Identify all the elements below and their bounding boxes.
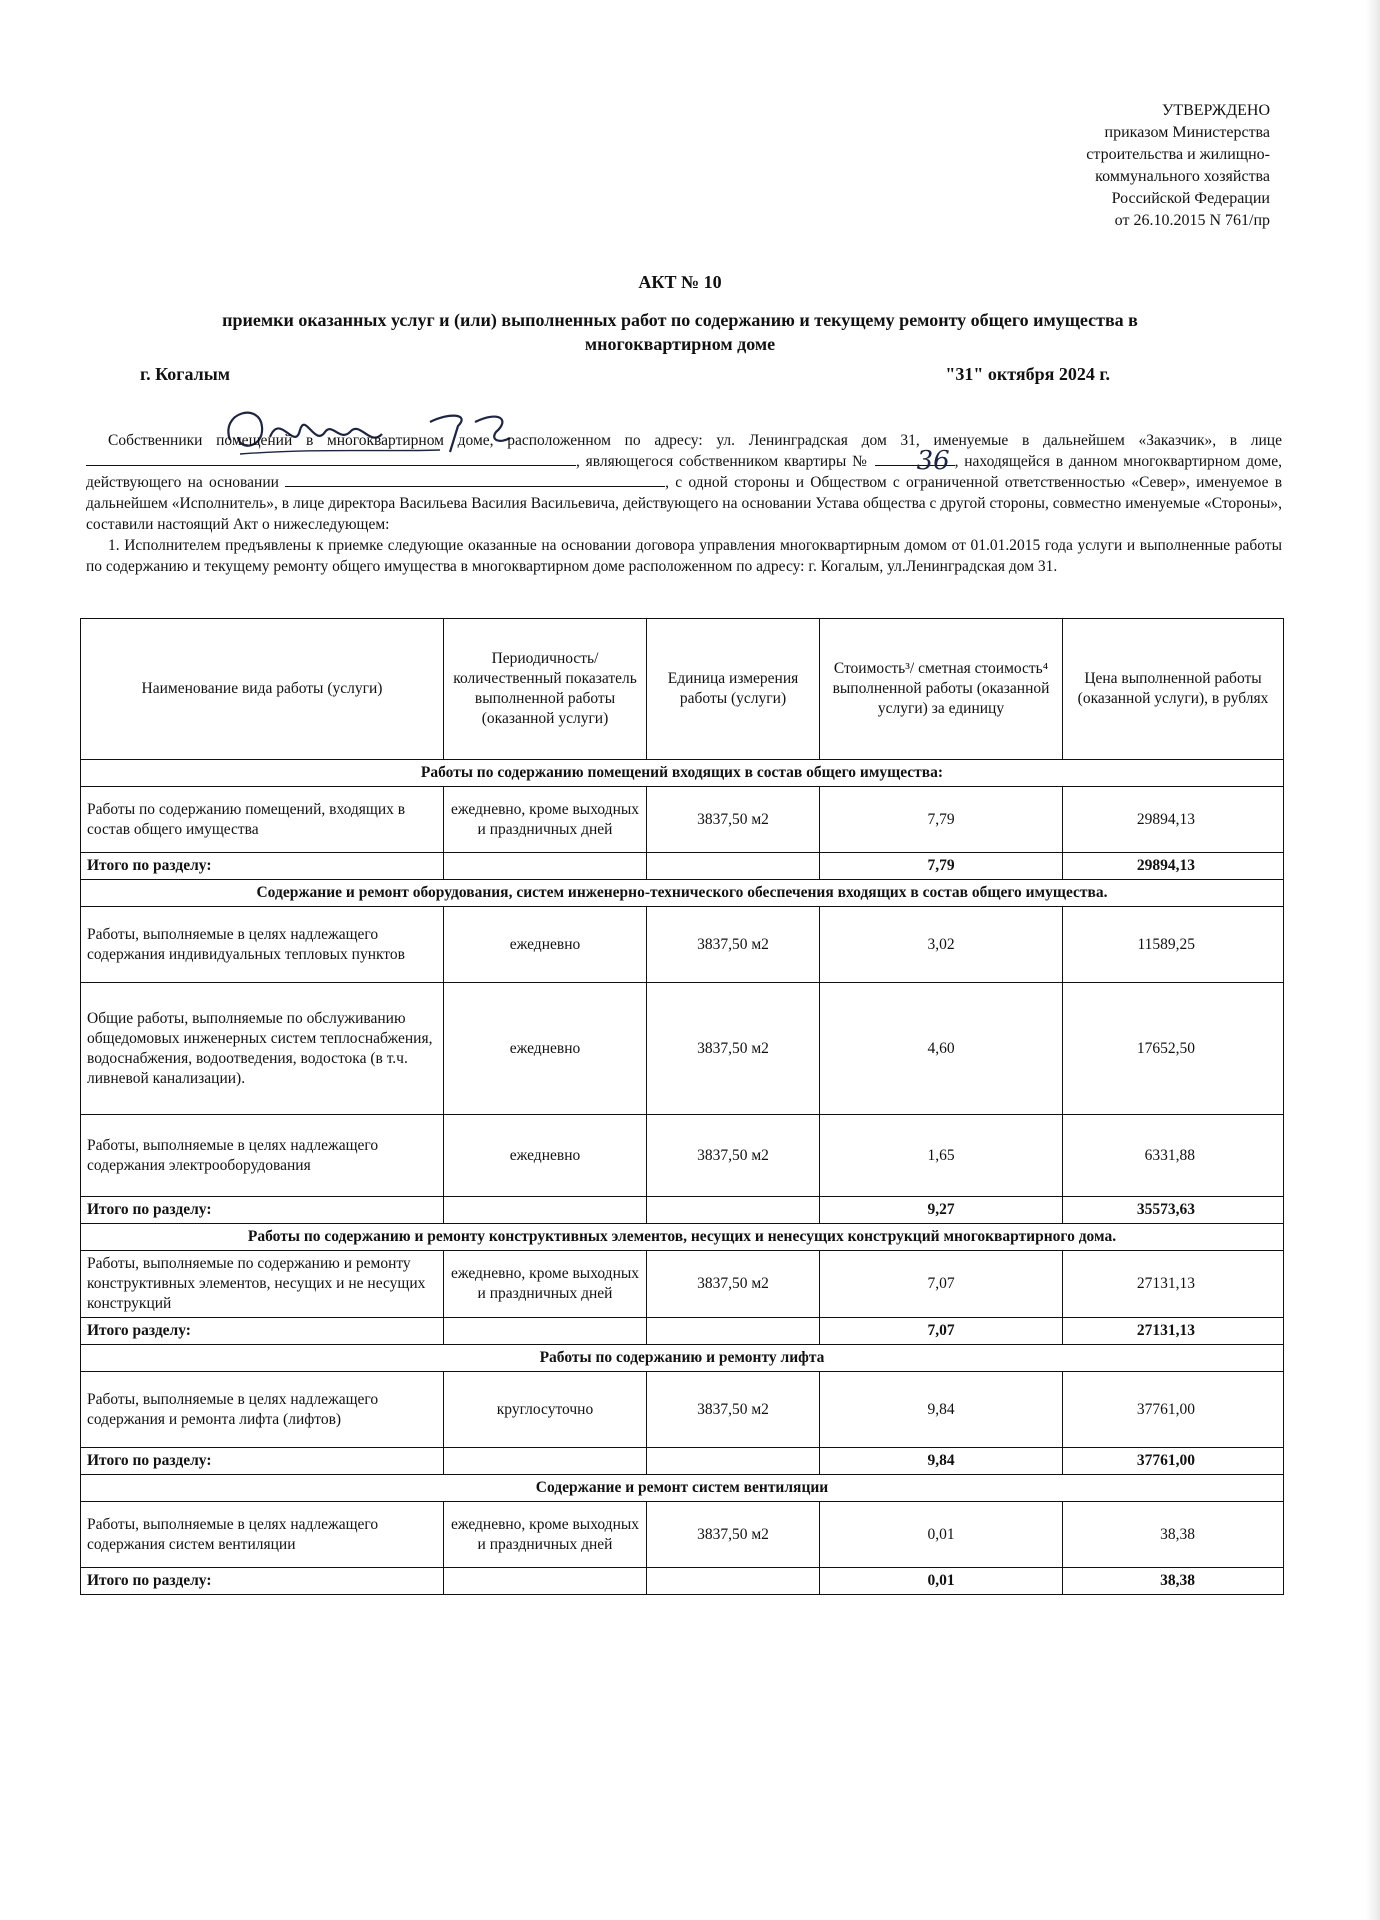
approval-line: Российской Федерации bbox=[1111, 190, 1270, 207]
section-row: Работы по содержанию и ремонту конструктивных элементов, несущих и ненесущих конструкций многоквартирного дома. bbox=[81, 1224, 1284, 1251]
table-row: Общие работы, выполняемые по обслуживанию общедомовых инженерных систем теплоснабжения, водоснабжения, водоотведения, водостока (в т.ч. ливневой канализации). ежедневно 3837,50 м2 4,60 17652,50 bbox=[81, 983, 1284, 1115]
intro-paragraph-2: 1. Исполнителем предъявлены к приемке следующие оказанные на основании договора управления многоквартирным домом от 01.01.2015 года услуги и выполненные работы по содержанию и текущему ремонту общего имущества в многоквартирном доме расположенном по адресу: г. Когалым, ул.Ленинградская дом 31. bbox=[86, 537, 1282, 575]
act-number: АКТ № 10 bbox=[638, 272, 722, 292]
approval-stamp-text bbox=[940, 100, 1270, 232]
approval-line: строительства и жилищно- bbox=[1086, 146, 1270, 163]
approval-line: коммунального хозяйства bbox=[1095, 168, 1270, 185]
works-table bbox=[80, 618, 1284, 1595]
header-unit: Единица измерения работы (услуги) bbox=[647, 619, 820, 760]
intro-paragraph-1: Собственники помещений в многоквартирном доме, расположенном по адресу: ул. Ленинградская дом 31, именуемые в дальнейшем «Заказчик», в лице , являющегося собственником квартиры № 36 , находящейся в данном многоквартирном доме, действующего на основании , с одной стороны и Обществом с ограниченной ответственностью «Север», именуемое в дальнейшем «Исполнитель», в лице директора Васильева Василия Васильевича, действующего на основании Устава общества с другой стороны, совместно именуемые «Стороны», составили настоящий Акт о нижеследующем: bbox=[86, 432, 1283, 533]
table-row: Работы, выполняемые в целях надлежащего содержания систем вентиляции ежедневно, кроме выходных и праздничных дней 3837,50 м2 0,01 38,38 bbox=[81, 1502, 1284, 1568]
place-date-row bbox=[140, 364, 1110, 385]
section-row: Содержание и ремонт оборудования, систем инженерно-технического обеспечения входящих в состав общего имущества. bbox=[81, 880, 1284, 907]
act-subtitle: приемки оказанных услуг и (или) выполненных работ по содержанию и текущему ремонту общего имущества в многоквартирном доме bbox=[222, 310, 1138, 354]
act-title bbox=[150, 270, 1210, 356]
header-periodicity: Периодичность/ количественный показатель выполненной работы (оказанной услуги) bbox=[444, 619, 647, 760]
approval-line: УТВЕРЖДЕНО bbox=[1161, 102, 1270, 119]
table-row: Работы, выполняемые в целях надлежащего содержания электрооборудования ежедневно 3837,50 м2 1,65 6331,88 bbox=[81, 1115, 1284, 1197]
section-row: Содержание и ремонт систем вентиляции bbox=[81, 1475, 1284, 1502]
section-row: Работы по содержанию и ремонту лифта bbox=[81, 1345, 1284, 1372]
apartment-number: 36 bbox=[916, 446, 950, 476]
act-date: "31" октября 2024 г. bbox=[945, 364, 1110, 384]
header-work-name: Наименование вида работы (услуги) bbox=[81, 619, 444, 760]
section-total-row: Итого по разделу: 0,01 38,38 bbox=[81, 1568, 1284, 1595]
table-row: Работы, выполняемые по содержанию и ремонту конструктивных элементов, несущих и не несущих конструкций ежедневно, кроме выходных и праздничных дней 3837,50 м2 7,07 27131,13 bbox=[81, 1251, 1284, 1318]
scan-edge bbox=[1366, 0, 1380, 1920]
section-total-row: Итого по разделу: 9,84 37761,00 bbox=[81, 1448, 1284, 1475]
table-row: Работы, выполняемые в целях надлежащего содержания индивидуальных тепловых пунктов ежедневно 3837,50 м2 3,02 11589,25 bbox=[81, 907, 1284, 983]
section-total-row: Итого по разделу: 7,79 29894,13 bbox=[81, 853, 1284, 880]
table-row: Работы, выполняемые в целях надлежащего содержания и ремонта лифта (лифтов) круглосуточно 3837,50 м2 9,84 37761,00 bbox=[81, 1372, 1284, 1448]
table-header-row bbox=[81, 619, 1284, 760]
representative-blank bbox=[86, 451, 576, 466]
header-price: Цена выполненной работы (оказанной услуги), в рублях bbox=[1063, 619, 1284, 760]
section-row: Работы по содержанию помещений входящих в состав общего имущества: bbox=[81, 760, 1284, 787]
approval-line: приказом Министерства bbox=[1104, 124, 1270, 141]
header-unit-cost: Стоимость³/ сметная стоимость⁴ выполненной работы (оказанной услуги) за единицу bbox=[820, 619, 1063, 760]
basis-blank bbox=[285, 472, 665, 487]
intro-text bbox=[86, 430, 1282, 577]
section-total-row: Итого по разделу: 9,27 35573,63 bbox=[81, 1197, 1284, 1224]
approval-line: от 26.10.2015 N 761/пр bbox=[1114, 212, 1270, 229]
apartment-field bbox=[875, 446, 955, 476]
section-total-row: Итого разделу: 7,07 27131,13 bbox=[81, 1318, 1284, 1345]
table-row: Работы по содержанию помещений, входящих в состав общего имущества ежедневно, кроме выходных и праздничных дней 3837,50 м2 7,79 29894,13 bbox=[81, 787, 1284, 853]
city: г. Когалым bbox=[140, 364, 231, 384]
